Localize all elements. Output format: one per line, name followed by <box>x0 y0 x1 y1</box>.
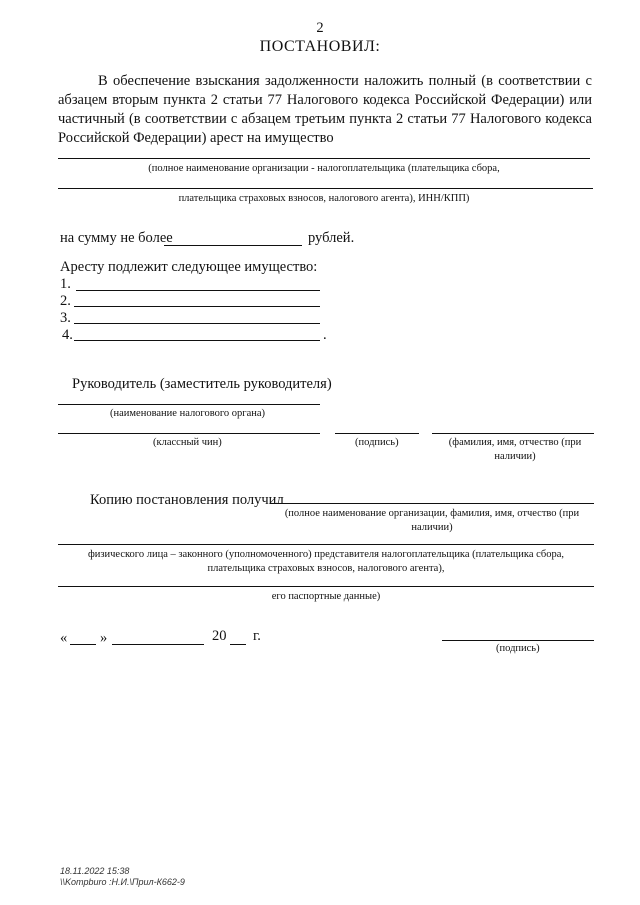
copy-recipient-line[interactable] <box>270 503 594 504</box>
copy-received-label: Копию постановления получил <box>90 492 284 508</box>
org-name-line-2[interactable] <box>58 188 593 189</box>
org-name-line-1[interactable] <box>58 158 590 159</box>
caption-tax-authority: (наименование налогового органа) <box>110 408 266 419</box>
signature-line[interactable] <box>335 433 419 434</box>
caption-signature-bottom: (подпись) <box>496 643 540 654</box>
page-number: 2 <box>316 20 324 36</box>
caption-passport: его паспортные данные) <box>271 591 381 602</box>
sum-input-line[interactable] <box>164 245 302 246</box>
property-item-1-line[interactable] <box>76 290 320 291</box>
date-month-line[interactable] <box>112 644 204 645</box>
property-list-end: . <box>323 327 327 343</box>
date-day-line[interactable] <box>70 644 96 645</box>
caption-signature: (подпись) <box>355 437 399 448</box>
property-item-4-number: 4. <box>62 327 73 343</box>
document-heading: ПОСТАНОВИЛ: <box>259 38 381 55</box>
date-year-prefix: 20 <box>212 628 227 644</box>
footer-timestamp: 18.11.2022 15:38 <box>60 866 130 876</box>
head-label: Руководитель (заместитель руководителя) <box>72 376 332 392</box>
property-item-2-number: 2. <box>60 293 71 309</box>
caption-rank: (классный чин) <box>153 437 222 448</box>
representative-line[interactable] <box>58 544 594 545</box>
intro-paragraph: В обеспечение взыскания задолженности наложить полный (в соответствии с абзацем вторым пункта 2 статьи 77 Налогового кодекса Российской Федерации) или частичный (в соответствии с абзацем третьим пункта 2 статьи 77 Налогового кодекса Российской Федерации) арест на имущество <box>58 73 592 146</box>
rank-line[interactable] <box>58 433 320 434</box>
sum-prefix: на сумму не более <box>60 230 173 246</box>
caption-copy-2: физического лица – законного (уполномоченного) представителя налогоплательщика (плательщика сбора, плательщика страховых взносов, налогового агента), <box>87 549 565 574</box>
date-open-quote: « <box>60 630 68 646</box>
passport-line[interactable] <box>58 586 594 587</box>
fio-line[interactable] <box>432 433 594 434</box>
caption-copy-1: (полное наименование организации, фамилия, имя, отчество (при наличии) <box>284 508 580 533</box>
property-item-2-line[interactable] <box>74 306 320 307</box>
date-year-suffix: г. <box>253 628 261 644</box>
date-year-line[interactable] <box>230 644 246 645</box>
tax-authority-line[interactable] <box>58 404 320 405</box>
footer-reference: \\Kompburo :Н.И.\Прил-К662-9 <box>60 877 185 887</box>
date-close-quote: » <box>100 630 108 646</box>
property-item-3-line[interactable] <box>74 323 320 324</box>
property-item-3-number: 3. <box>60 310 71 326</box>
property-item-1-number: 1. <box>60 276 71 292</box>
caption-fio: (фамилия, имя, отчество (при наличии) <box>448 437 582 462</box>
property-item-4-line[interactable] <box>74 340 320 341</box>
caption-org-1: (полное наименование организации - налогоплательщика (плательщика сбора, <box>148 163 500 174</box>
caption-org-2: плательщика страховых взносов, налогового агента), ИНН/КПП) <box>178 193 470 204</box>
property-heading: Аресту подлежит следующее имущество: <box>60 259 318 275</box>
sum-suffix: рублей. <box>308 230 355 246</box>
bottom-signature-line[interactable] <box>442 640 594 641</box>
